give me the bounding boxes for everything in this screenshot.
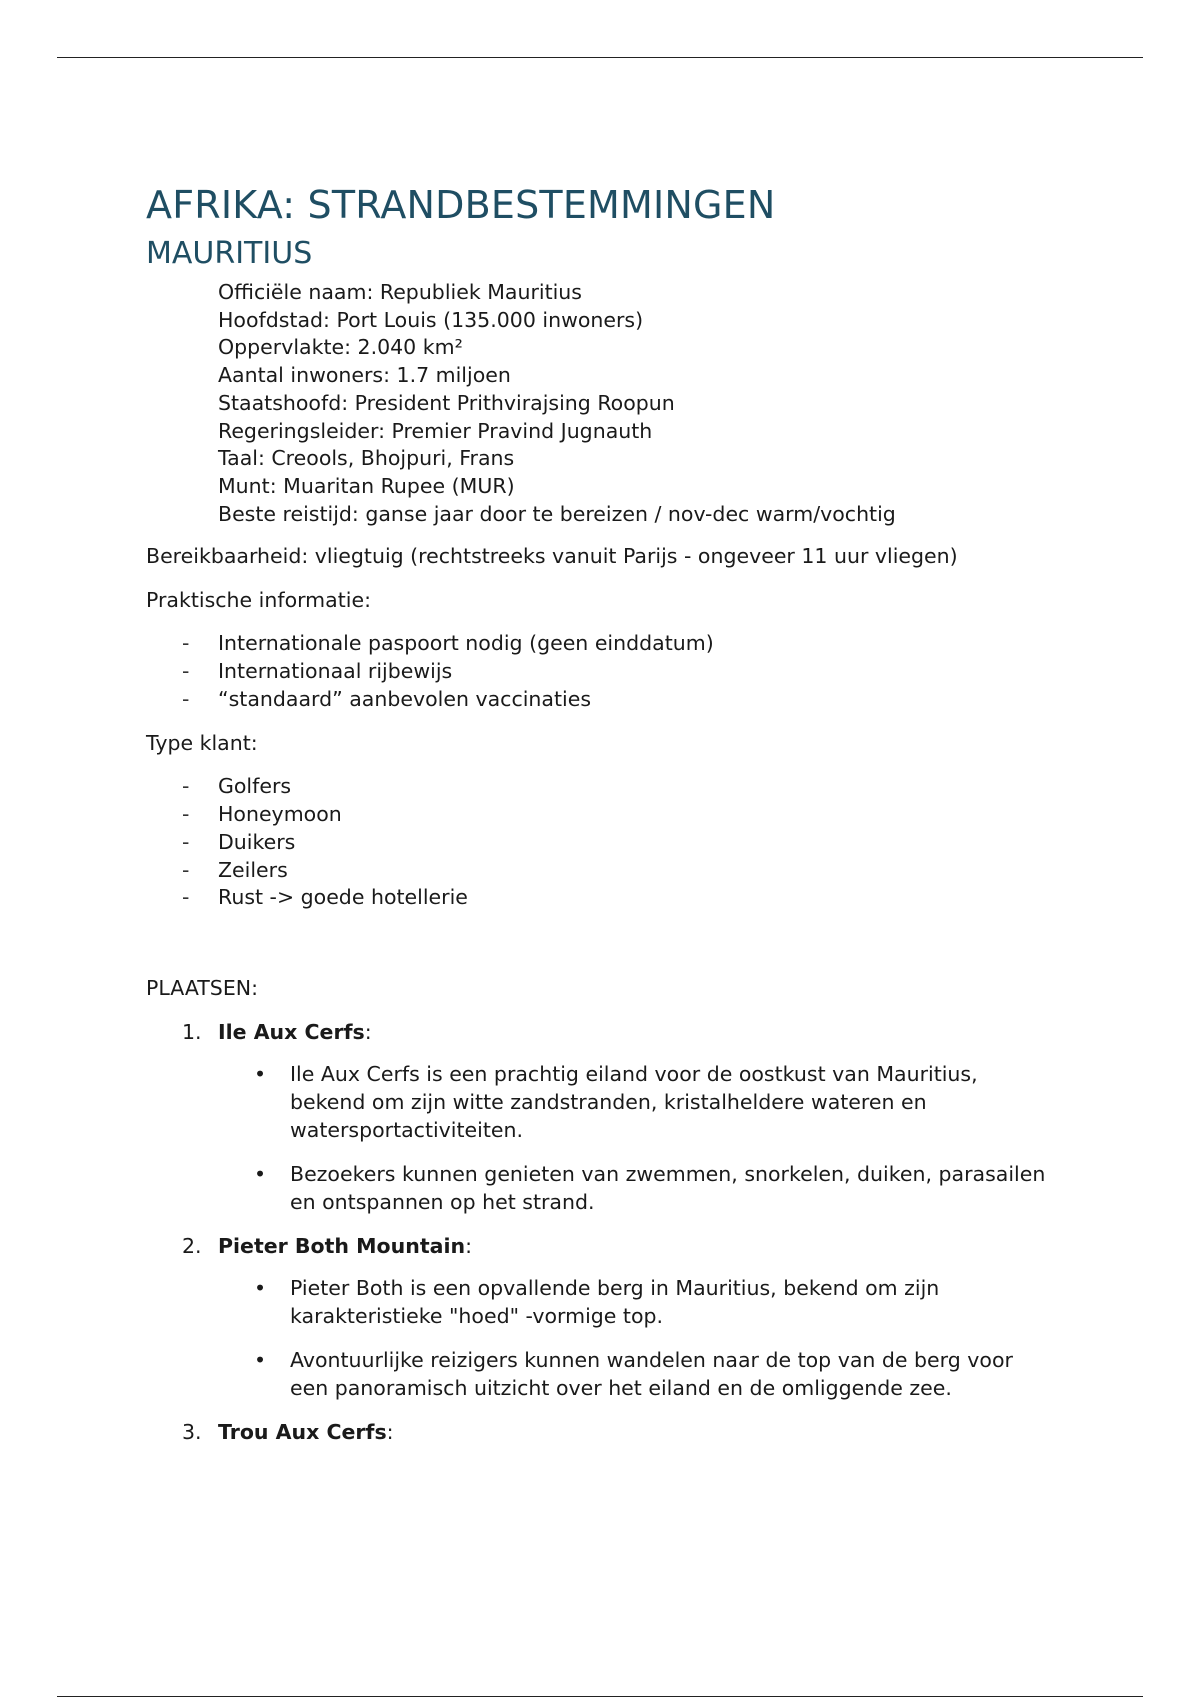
header-rule <box>57 57 1143 58</box>
fact-currency: Munt: Muaritan Rupee (MUR) <box>218 473 515 498</box>
place-name-suffix: : <box>386 1419 394 1444</box>
client-type-heading: Type klant: <box>146 731 258 756</box>
list-item: - Golfers <box>146 773 1066 801</box>
practical-info-list <box>146 630 1066 713</box>
place-pieter-both-mountain <box>146 1232 1066 1402</box>
list-item: - Honeymoon <box>146 801 1066 829</box>
place-name-suffix: : <box>364 1019 372 1044</box>
fact-capital: Hoofdstad: Port Louis (135.000 inwoners) <box>218 307 644 332</box>
place-bullets <box>218 1060 1066 1216</box>
place-name: Trou Aux Cerfs <box>218 1419 387 1444</box>
fact-official-name: Officiële naam: Republiek Mauritius <box>218 280 582 304</box>
list-item: - Internationaal rijbewijs <box>146 658 1066 686</box>
document-title: AFRIKA: STRANDBESTEMMINGEN <box>146 183 776 227</box>
place-name: Ile Aux Cerfs <box>218 1019 365 1044</box>
place-number: 1. <box>182 1019 202 1044</box>
country-heading: MAURITIUS <box>146 236 313 271</box>
fact-area: Oppervlakte: 2.040 km² <box>218 335 463 360</box>
place-trou-aux-cerfs <box>146 1418 1066 1446</box>
country-facts-list <box>218 279 1066 528</box>
list-item: - Rust -> goede hotellerie <box>146 884 1066 912</box>
place-bullets <box>218 1274 1066 1402</box>
practical-info-heading: Praktische informatie: <box>146 588 371 613</box>
place-name-suffix: : <box>465 1233 472 1258</box>
list-item: - Internationale paspoort nodig (geen einddatum) <box>146 630 1066 658</box>
bullet-item: • Avontuurlijke reizigers kunnen wandelen naar de top van de berg voor een panoramisch uitzicht over het eiland en de omliggende zee. <box>218 1346 1050 1402</box>
bullet-item: • Bezoekers kunnen genieten van zwemmen, snorkelen, duiken, parasailen en ontspannen op het strand. <box>218 1160 1050 1216</box>
document-body <box>146 178 1066 1458</box>
fact-head-of-government: Regeringsleider: Premier Pravind Jugnauth <box>218 418 653 443</box>
reachability-text: Bereikbaarheid: vliegtuig (rechtstreeks vanuit Parijs - ongeveer 11 uur vliegen) <box>146 544 958 569</box>
fact-head-of-state: Staatshoofd: President Prithvirajsing Roopun <box>218 390 675 415</box>
fact-best-travel-time: Beste reistijd: ganse jaar door te bereizen / nov-dec warm/vochtig <box>218 501 896 526</box>
client-type-list <box>146 773 1066 912</box>
place-name: Pieter Both Mountain <box>218 1233 466 1258</box>
footer-rule <box>57 1696 1143 1697</box>
place-number: 2. <box>182 1233 202 1258</box>
place-number: 3. <box>182 1419 202 1444</box>
places-list <box>146 1018 1066 1446</box>
list-item: - “standaard” aanbevolen vaccinaties <box>146 686 1066 714</box>
list-item: - Zeilers <box>146 857 1066 885</box>
place-ile-aux-cerfs <box>146 1018 1066 1216</box>
list-item: - Duikers <box>146 829 1066 857</box>
fact-language: Taal: Creools, Bhojpuri, Frans <box>218 446 515 471</box>
bullet-item: • Ile Aux Cerfs is een prachtig eiland voor de oostkust van Mauritius, bekend om zijn witte zandstranden, kristalheldere wateren en watersportactiviteiten. <box>218 1060 1050 1144</box>
bullet-item: • Pieter Both is een opvallende berg in Mauritius, bekend om zijn karakteristieke "hoed" -vormige top. <box>218 1274 1050 1330</box>
fact-population: Aantal inwoners: 1.7 miljoen <box>218 363 511 388</box>
places-heading: PLAATSEN: <box>146 975 259 1000</box>
